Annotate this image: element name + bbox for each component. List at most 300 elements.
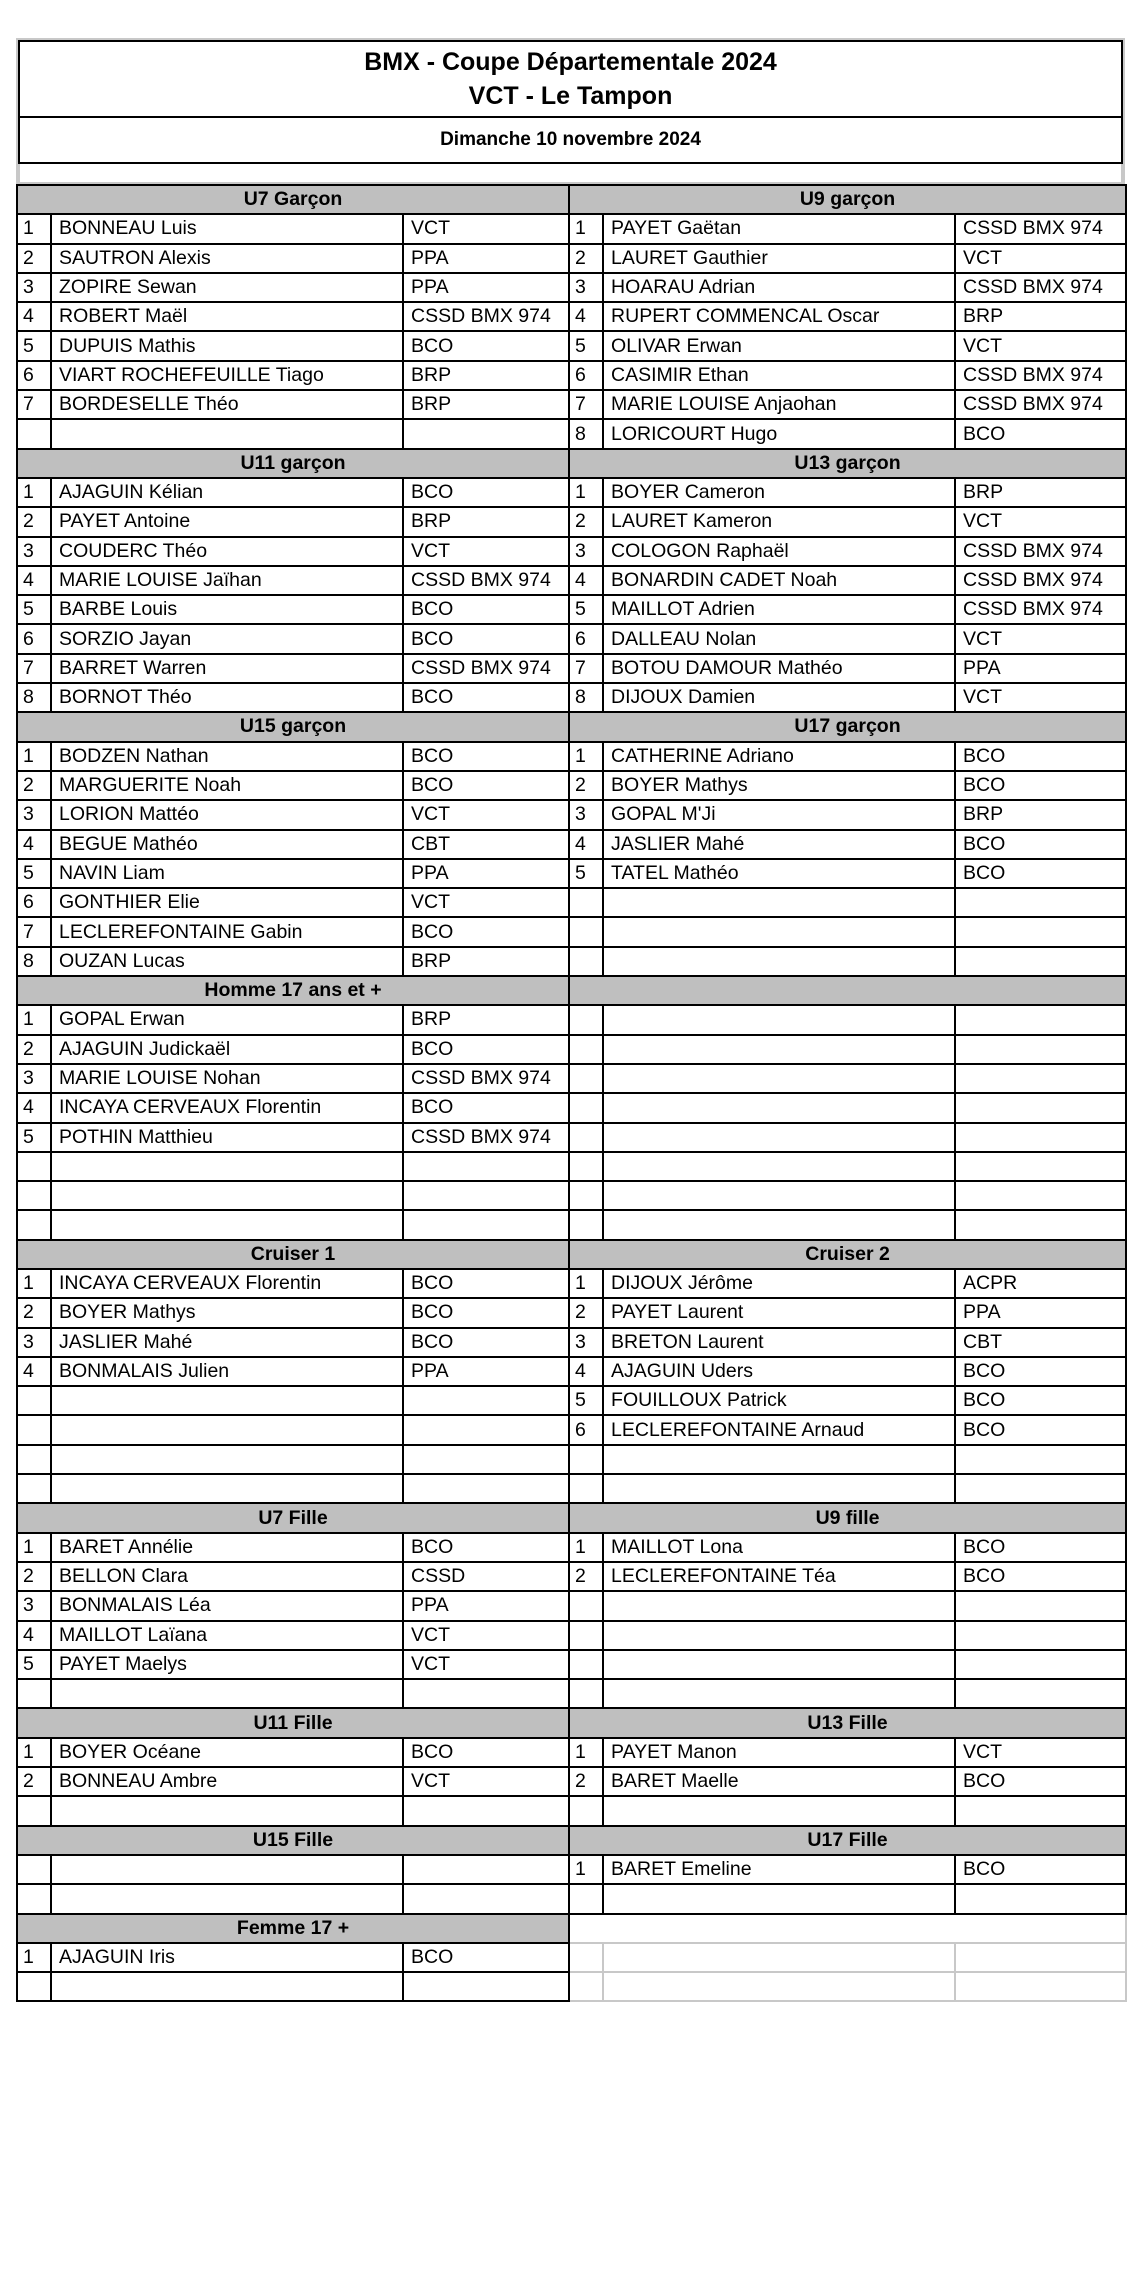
- rider-name-cell: JASLIER Mahé: [51, 1328, 403, 1357]
- rank-cell: 3: [569, 273, 603, 302]
- club-cell: VCT: [403, 1621, 569, 1650]
- club-cell: VCT: [403, 1650, 569, 1679]
- rider-name-cell: BARRET Warren: [51, 654, 403, 683]
- club-cell: [955, 1591, 1126, 1620]
- rider-name-cell: [603, 1884, 955, 1913]
- rider-name-cell: [603, 1123, 955, 1152]
- club-cell: [403, 1796, 569, 1825]
- club-cell: VCT: [955, 331, 1126, 360]
- club-cell: BCO: [955, 1357, 1126, 1386]
- rank-cell: 1: [17, 1738, 51, 1767]
- rider-name-cell: AJAGUIN Uders: [603, 1357, 955, 1386]
- table-row: [17, 1884, 1126, 1913]
- club-cell: BCO: [403, 331, 569, 360]
- club-cell: CSSD BMX 974: [403, 566, 569, 595]
- rank-cell: 4: [569, 830, 603, 859]
- rank-cell: [569, 1621, 603, 1650]
- rank-cell: 4: [569, 1357, 603, 1386]
- rider-name-cell: BOYER Mathys: [51, 1298, 403, 1327]
- rider-name-cell: [603, 1621, 955, 1650]
- rank-cell: 6: [17, 361, 51, 390]
- rank-cell: [17, 1415, 51, 1444]
- club-cell: BRP: [955, 302, 1126, 331]
- rider-name-cell: [51, 1386, 403, 1415]
- rider-name-cell: [51, 1152, 403, 1181]
- rider-name-cell: ROBERT Maël: [51, 302, 403, 331]
- rider-name-cell: JASLIER Mahé: [603, 830, 955, 859]
- rank-cell: [569, 1035, 603, 1064]
- club-cell: [403, 1415, 569, 1444]
- table-row: [17, 1562, 1126, 1591]
- rank-cell: 5: [569, 859, 603, 888]
- rank-cell: 5: [17, 1123, 51, 1152]
- club-cell: [403, 1386, 569, 1415]
- table-row: [17, 1943, 1126, 1972]
- rider-name-cell: [51, 1855, 403, 1884]
- rank-cell: 3: [569, 800, 603, 829]
- club-cell: VCT: [403, 888, 569, 917]
- rank-cell: [17, 1884, 51, 1913]
- rider-name-cell: [51, 1972, 403, 2001]
- sheet-frame: [16, 38, 1125, 184]
- rider-name-cell: FOUILLOUX Patrick: [603, 1386, 955, 1415]
- rider-name-cell: PAYET Laurent: [603, 1298, 955, 1327]
- table-row: [17, 390, 1126, 419]
- rank-cell: 2: [17, 244, 51, 273]
- rider-name-cell: MAILLOT Adrien: [603, 595, 955, 624]
- club-cell: BCO: [955, 1533, 1126, 1562]
- club-cell: CBT: [403, 830, 569, 859]
- club-cell: [403, 1474, 569, 1503]
- category-header: [569, 1914, 1126, 1943]
- table-row: [17, 1357, 1126, 1386]
- rank-cell: [569, 1123, 603, 1152]
- rider-name-cell: MAILLOT Lona: [603, 1533, 955, 1562]
- category-header: U7 Garçon: [17, 185, 569, 214]
- rider-name-cell: BODZEN Nathan: [51, 742, 403, 771]
- rank-cell: 6: [569, 361, 603, 390]
- club-cell: [403, 419, 569, 448]
- rider-name-cell: BELLON Clara: [51, 1562, 403, 1591]
- category-header: [569, 976, 1126, 1005]
- rider-name-cell: DIJOUX Damien: [603, 683, 955, 712]
- table-row: [17, 507, 1126, 536]
- club-cell: BRP: [955, 800, 1126, 829]
- rider-name-cell: TATEL Mathéo: [603, 859, 955, 888]
- table-row: [17, 214, 1126, 243]
- rider-name-cell: BRETON Laurent: [603, 1328, 955, 1357]
- rank-cell: [569, 1064, 603, 1093]
- club-cell: BCO: [403, 1035, 569, 1064]
- rider-name-cell: [603, 1210, 955, 1239]
- rider-name-cell: BARBE Louis: [51, 595, 403, 624]
- rank-cell: [569, 1884, 603, 1913]
- rank-cell: [17, 1210, 51, 1239]
- rider-name-cell: LAURET Gauthier: [603, 244, 955, 273]
- rank-cell: 8: [569, 419, 603, 448]
- rider-name-cell: [603, 1005, 955, 1034]
- club-cell: VCT: [403, 214, 569, 243]
- rank-cell: 3: [569, 1328, 603, 1357]
- rider-name-cell: [603, 1972, 955, 2001]
- club-cell: VCT: [955, 244, 1126, 273]
- table-row: [17, 1767, 1126, 1796]
- rank-cell: [569, 1972, 603, 2001]
- club-cell: VCT: [955, 624, 1126, 653]
- club-cell: BCO: [403, 1943, 569, 1972]
- club-cell: CSSD BMX 974: [403, 1064, 569, 1093]
- rider-name-cell: BONMALAIS Julien: [51, 1357, 403, 1386]
- rank-cell: 4: [17, 830, 51, 859]
- rider-name-cell: PAYET Antoine: [51, 507, 403, 536]
- club-cell: PPA: [403, 859, 569, 888]
- rank-cell: 2: [17, 507, 51, 536]
- club-cell: BCO: [955, 1767, 1126, 1796]
- table-row: [17, 624, 1126, 653]
- rank-cell: [17, 1181, 51, 1210]
- rider-name-cell: CASIMIR Ethan: [603, 361, 955, 390]
- category-header: U13 garçon: [569, 449, 1126, 478]
- rider-name-cell: MARIE LOUISE Nohan: [51, 1064, 403, 1093]
- table-row: [17, 771, 1126, 800]
- club-cell: BCO: [955, 1855, 1126, 1884]
- category-header: U15 Fille: [17, 1826, 569, 1855]
- rider-name-cell: DIJOUX Jérôme: [603, 1269, 955, 1298]
- club-cell: BCO: [403, 1269, 569, 1298]
- rider-name-cell: [603, 1474, 955, 1503]
- rider-name-cell: [603, 1679, 955, 1708]
- rank-cell: 4: [569, 302, 603, 331]
- rank-cell: 1: [17, 1269, 51, 1298]
- club-cell: CSSD BMX 974: [955, 390, 1126, 419]
- rank-cell: 1: [17, 1533, 51, 1562]
- category-header: U17 garçon: [569, 712, 1126, 741]
- club-cell: BCO: [403, 595, 569, 624]
- rank-cell: 2: [569, 1767, 603, 1796]
- rank-cell: 4: [17, 1093, 51, 1122]
- table-row: [17, 1210, 1126, 1239]
- rider-name-cell: SORZIO Jayan: [51, 624, 403, 653]
- club-cell: CSSD BMX 974: [955, 214, 1126, 243]
- rider-name-cell: [603, 1650, 955, 1679]
- rider-name-cell: AJAGUIN Kélian: [51, 478, 403, 507]
- rank-cell: 7: [17, 390, 51, 419]
- category-header-row: [17, 449, 1126, 478]
- table-row: [17, 1855, 1126, 1884]
- rider-name-cell: [603, 1796, 955, 1825]
- category-header: U7 Fille: [17, 1503, 569, 1532]
- rider-name-cell: RUPERT COMMENCAL Oscar: [603, 302, 955, 331]
- club-cell: BCO: [403, 1298, 569, 1327]
- table-row: [17, 331, 1126, 360]
- rider-name-cell: [603, 1445, 955, 1474]
- rider-name-cell: BARET Maelle: [603, 1767, 955, 1796]
- rank-cell: 3: [17, 537, 51, 566]
- club-cell: [403, 1445, 569, 1474]
- club-cell: [403, 1972, 569, 2001]
- category-header: Homme 17 ans et +: [17, 976, 569, 1005]
- category-header-row: [17, 976, 1126, 1005]
- club-cell: VCT: [403, 1767, 569, 1796]
- club-cell: [955, 1005, 1126, 1034]
- rider-name-cell: PAYET Gaëtan: [603, 214, 955, 243]
- club-cell: PPA: [403, 1357, 569, 1386]
- rank-cell: 2: [569, 771, 603, 800]
- club-cell: BCO: [403, 683, 569, 712]
- rider-name-cell: BOYER Mathys: [603, 771, 955, 800]
- club-cell: CSSD BMX 974: [403, 1123, 569, 1152]
- table-row: [17, 1328, 1126, 1357]
- table-row: [17, 888, 1126, 917]
- rank-cell: 2: [17, 1767, 51, 1796]
- club-cell: BRP: [403, 390, 569, 419]
- table-row: [17, 1415, 1126, 1444]
- club-cell: [403, 1210, 569, 1239]
- club-cell: [955, 1064, 1126, 1093]
- club-cell: [955, 888, 1126, 917]
- rank-cell: [569, 1445, 603, 1474]
- table-row: [17, 244, 1126, 273]
- rank-cell: 5: [17, 859, 51, 888]
- club-cell: VCT: [955, 683, 1126, 712]
- rank-cell: 5: [569, 1386, 603, 1415]
- club-cell: [955, 1943, 1126, 1972]
- club-cell: PPA: [955, 1298, 1126, 1327]
- club-cell: VCT: [955, 507, 1126, 536]
- rider-name-cell: COLOGON Raphaël: [603, 537, 955, 566]
- club-cell: [955, 917, 1126, 946]
- rank-cell: [17, 419, 51, 448]
- rank-cell: 5: [17, 595, 51, 624]
- rank-cell: 2: [17, 1298, 51, 1327]
- rider-name-cell: MAILLOT Laïana: [51, 1621, 403, 1650]
- rider-name-cell: [51, 1474, 403, 1503]
- spacer-row: [18, 164, 1123, 182]
- table-row: [17, 1679, 1126, 1708]
- rider-name-cell: [603, 888, 955, 917]
- club-cell: [955, 947, 1126, 976]
- rider-name-cell: [51, 1181, 403, 1210]
- table-row: [17, 595, 1126, 624]
- category-header: U9 garçon: [569, 185, 1126, 214]
- rank-cell: [569, 1210, 603, 1239]
- rank-cell: 7: [17, 654, 51, 683]
- rider-name-cell: ZOPIRE Sewan: [51, 273, 403, 302]
- rank-cell: 1: [17, 1005, 51, 1034]
- rider-name-cell: [603, 1035, 955, 1064]
- rider-name-cell: PAYET Manon: [603, 1738, 955, 1767]
- rank-cell: 4: [17, 1621, 51, 1650]
- rank-cell: 1: [569, 214, 603, 243]
- table-row: [17, 1269, 1126, 1298]
- table-row: [17, 419, 1126, 448]
- rider-name-cell: [51, 1884, 403, 1913]
- rider-name-cell: PAYET Maelys: [51, 1650, 403, 1679]
- club-cell: BCO: [955, 1562, 1126, 1591]
- rank-cell: 7: [569, 654, 603, 683]
- category-header: U11 Fille: [17, 1708, 569, 1737]
- table-row: [17, 654, 1126, 683]
- rank-cell: 3: [569, 537, 603, 566]
- club-cell: PPA: [403, 244, 569, 273]
- rider-name-cell: BARET Emeline: [603, 1855, 955, 1884]
- table-row: [17, 361, 1126, 390]
- rider-name-cell: LAURET Kameron: [603, 507, 955, 536]
- club-cell: CSSD BMX 974: [403, 654, 569, 683]
- rider-name-cell: LORICOURT Hugo: [603, 419, 955, 448]
- category-header-row: [17, 1826, 1126, 1855]
- club-cell: CSSD BMX 974: [403, 302, 569, 331]
- rider-name-cell: BONNEAU Ambre: [51, 1767, 403, 1796]
- rider-name-cell: BORDESELLE Théo: [51, 390, 403, 419]
- category-header-row: [17, 712, 1126, 741]
- table-row: [17, 917, 1126, 946]
- rank-cell: 2: [17, 1562, 51, 1591]
- club-cell: [955, 1210, 1126, 1239]
- club-cell: BCO: [955, 419, 1126, 448]
- rank-cell: [569, 947, 603, 976]
- rider-name-cell: NAVIN Liam: [51, 859, 403, 888]
- club-cell: [955, 1796, 1126, 1825]
- club-cell: PPA: [955, 654, 1126, 683]
- rider-name-cell: DUPUIS Mathis: [51, 331, 403, 360]
- rider-name-cell: LECLEREFONTAINE Téa: [603, 1562, 955, 1591]
- category-header-row: [17, 1240, 1126, 1269]
- rank-cell: 2: [17, 771, 51, 800]
- table-row: [17, 1650, 1126, 1679]
- rank-cell: 4: [17, 566, 51, 595]
- club-cell: [955, 1035, 1126, 1064]
- club-cell: [955, 1152, 1126, 1181]
- rider-name-cell: AJAGUIN Judickaël: [51, 1035, 403, 1064]
- table-row: [17, 1064, 1126, 1093]
- club-cell: BRP: [403, 361, 569, 390]
- rank-cell: 4: [17, 1357, 51, 1386]
- rank-cell: 1: [17, 742, 51, 771]
- rider-name-cell: [51, 1445, 403, 1474]
- rider-name-cell: [51, 1415, 403, 1444]
- rider-name-cell: INCAYA CERVEAUX Florentin: [51, 1269, 403, 1298]
- table-row: [17, 1181, 1126, 1210]
- club-cell: CSSD BMX 974: [955, 566, 1126, 595]
- rank-cell: 8: [17, 683, 51, 712]
- club-cell: BCO: [955, 742, 1126, 771]
- table-row: [17, 1035, 1126, 1064]
- table-row: [17, 1123, 1126, 1152]
- club-cell: BRP: [403, 507, 569, 536]
- club-cell: ACPR: [955, 1269, 1126, 1298]
- rider-name-cell: BOYER Cameron: [603, 478, 955, 507]
- rank-cell: 8: [17, 947, 51, 976]
- table-row: [17, 947, 1126, 976]
- results-body: [17, 185, 1126, 2001]
- rider-name-cell: BONMALAIS Léa: [51, 1591, 403, 1620]
- club-cell: BCO: [955, 771, 1126, 800]
- table-row: [17, 1972, 1126, 2001]
- rank-cell: 2: [569, 1298, 603, 1327]
- rider-name-cell: MARGUERITE Noah: [51, 771, 403, 800]
- rider-name-cell: [51, 1679, 403, 1708]
- table-row: [17, 1474, 1126, 1503]
- rider-name-cell: [51, 1210, 403, 1239]
- club-cell: VCT: [403, 800, 569, 829]
- table-row: [17, 537, 1126, 566]
- rank-cell: 3: [17, 800, 51, 829]
- event-venue: VCT - Le Tampon: [468, 82, 673, 110]
- rank-cell: 2: [569, 1562, 603, 1591]
- rank-cell: [17, 1679, 51, 1708]
- rank-cell: [17, 1972, 51, 2001]
- rider-name-cell: [603, 1152, 955, 1181]
- table-row: [17, 1445, 1126, 1474]
- rank-cell: 6: [569, 624, 603, 653]
- club-cell: BCO: [403, 1533, 569, 1562]
- rank-cell: [569, 888, 603, 917]
- rider-name-cell: GONTHIER Elie: [51, 888, 403, 917]
- club-cell: [955, 1474, 1126, 1503]
- rank-cell: 5: [17, 331, 51, 360]
- club-cell: VCT: [403, 537, 569, 566]
- table-row: [17, 830, 1126, 859]
- club-cell: BCO: [403, 1093, 569, 1122]
- rank-cell: [569, 1093, 603, 1122]
- table-row: [17, 566, 1126, 595]
- table-row: [17, 302, 1126, 331]
- category-header-row: [17, 1503, 1126, 1532]
- rank-cell: [569, 917, 603, 946]
- club-cell: [403, 1679, 569, 1708]
- rider-name-cell: OUZAN Lucas: [51, 947, 403, 976]
- category-header-row: [17, 1914, 1126, 1943]
- club-cell: BCO: [955, 830, 1126, 859]
- rank-cell: [569, 1650, 603, 1679]
- club-cell: BCO: [403, 771, 569, 800]
- rider-name-cell: [51, 419, 403, 448]
- rank-cell: 3: [17, 1591, 51, 1620]
- club-cell: VCT: [955, 1738, 1126, 1767]
- rider-name-cell: VIART ROCHEFEUILLE Tiago: [51, 361, 403, 390]
- category-header: Cruiser 2: [569, 1240, 1126, 1269]
- club-cell: BCO: [403, 478, 569, 507]
- club-cell: BCO: [955, 1415, 1126, 1444]
- category-header: Cruiser 1: [17, 1240, 569, 1269]
- table-row: [17, 1621, 1126, 1650]
- title-block: [18, 40, 1123, 118]
- table-row: [17, 1591, 1126, 1620]
- club-cell: [955, 1093, 1126, 1122]
- rank-cell: [17, 1386, 51, 1415]
- club-cell: BCO: [955, 1386, 1126, 1415]
- category-header: U15 garçon: [17, 712, 569, 741]
- rider-name-cell: LECLEREFONTAINE Gabin: [51, 917, 403, 946]
- rider-name-cell: POTHIN Matthieu: [51, 1123, 403, 1152]
- table-row: [17, 1796, 1126, 1825]
- club-cell: CSSD BMX 974: [955, 273, 1126, 302]
- rank-cell: 1: [569, 478, 603, 507]
- club-cell: CSSD BMX 974: [955, 595, 1126, 624]
- rank-cell: 2: [17, 1035, 51, 1064]
- club-cell: [955, 1123, 1126, 1152]
- rider-name-cell: BORNOT Théo: [51, 683, 403, 712]
- rank-cell: [17, 1152, 51, 1181]
- rank-cell: [569, 1679, 603, 1708]
- category-header: U11 garçon: [17, 449, 569, 478]
- rank-cell: 5: [17, 1650, 51, 1679]
- club-cell: BRP: [403, 947, 569, 976]
- rider-name-cell: [603, 1064, 955, 1093]
- rank-cell: 3: [17, 1064, 51, 1093]
- rank-cell: 3: [17, 1328, 51, 1357]
